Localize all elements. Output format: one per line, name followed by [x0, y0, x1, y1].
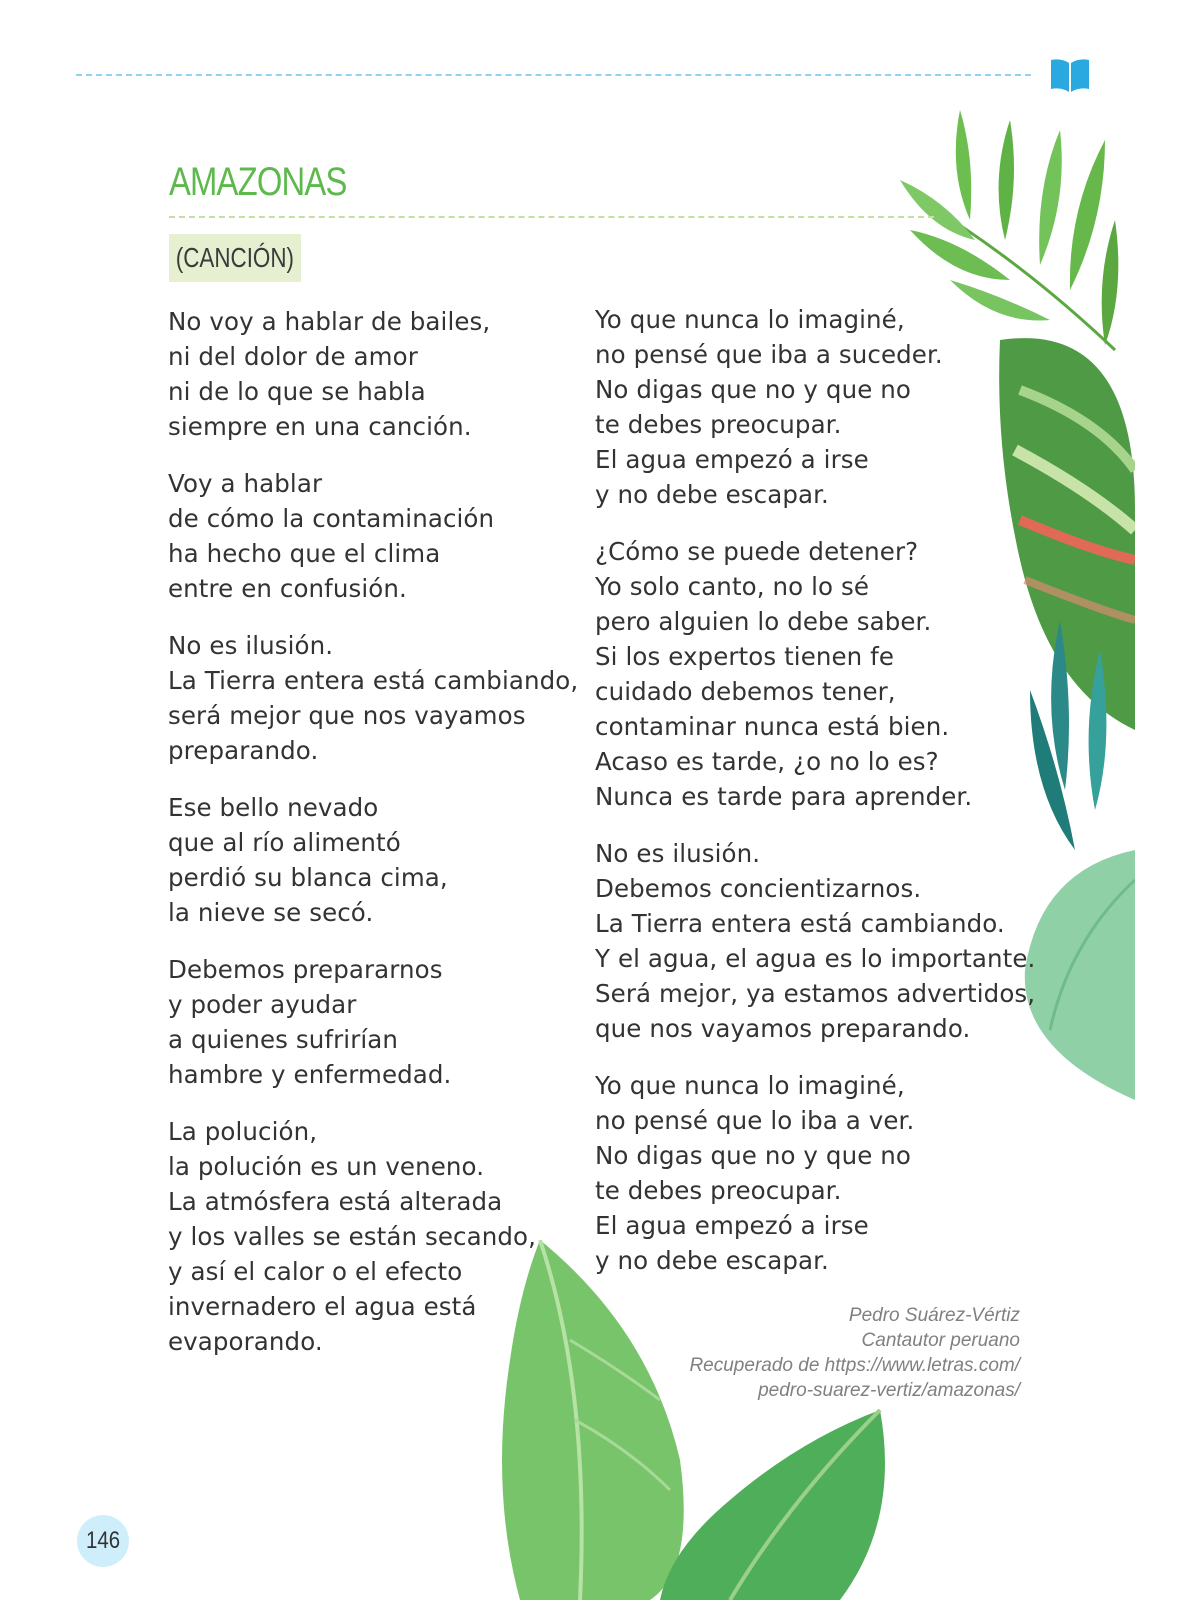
- poem-column-left: [168, 304, 578, 1381]
- page-title: AMAZONAS: [169, 160, 347, 204]
- credit-source-line2: pedro-suarez-vertiz/amazonas/: [758, 1380, 1020, 1401]
- verse-line: y los valles se están secando,: [168, 1222, 536, 1251]
- verse-line: No es ilusión.: [595, 839, 761, 868]
- verse-line: que al río alimentó: [168, 828, 401, 857]
- verse-line: Si los expertos tienen fe: [595, 642, 895, 671]
- stanza: [595, 302, 1035, 512]
- verse-line: Voy a hablar: [168, 469, 323, 498]
- title-dashed-rule: [169, 216, 934, 218]
- page-number: 146: [85, 1527, 121, 1554]
- verse-line: la nieve se secó.: [168, 898, 374, 927]
- verse-line: pero alguien lo debe saber.: [595, 607, 932, 636]
- verse-line: no pensé que iba a suceder.: [595, 340, 943, 369]
- verse-line: de cómo la contaminación: [168, 504, 495, 533]
- verse-line: no pensé que lo iba a ver.: [595, 1106, 915, 1135]
- verse-line: cuidado debemos tener,: [595, 677, 896, 706]
- verse-line: ha hecho que el clima: [168, 539, 441, 568]
- verse-line: que nos vayamos preparando.: [595, 1014, 971, 1043]
- stanza: [168, 790, 578, 930]
- verse-line: ¿Cómo se puede detener?: [595, 537, 919, 566]
- verse-line: Debemos prepararnos: [168, 955, 443, 984]
- verse-line: invernadero el agua está: [168, 1292, 477, 1321]
- verse-line: Nunca es tarde para aprender.: [595, 782, 973, 811]
- verse-line: No voy a hablar de bailes,: [168, 307, 491, 336]
- verse-line: La Tierra entera está cambiando,: [168, 666, 579, 695]
- verse-line: ni del dolor de amor: [168, 342, 418, 371]
- verse-line: Ese bello nevado: [168, 793, 379, 822]
- page-number-badge: [77, 1515, 129, 1567]
- stanza: [168, 304, 578, 444]
- verse-line: evaporando.: [168, 1327, 323, 1356]
- verse-line: entre en confusión.: [168, 574, 407, 603]
- verse-line: y no debe escapar.: [595, 1246, 829, 1275]
- verse-line: a quienes sufrirían: [168, 1025, 399, 1054]
- verse-line: Y el agua, el agua es lo importante.: [595, 944, 1036, 973]
- verse-line: ni de lo que se habla: [168, 377, 426, 406]
- verse-line: La polución,: [168, 1117, 318, 1146]
- credit-role: Cantautor peruano: [861, 1330, 1020, 1351]
- stanza: [595, 836, 1035, 1046]
- poem-column-right: [595, 302, 1035, 1300]
- verse-line: perdió su blanca cima,: [168, 863, 448, 892]
- verse-line: Debemos concientizarnos.: [595, 874, 922, 903]
- open-book-icon: [1049, 56, 1091, 94]
- verse-line: Yo que nunca lo imaginé,: [595, 1071, 905, 1100]
- stanza: [168, 466, 578, 606]
- verse-line: Acaso es tarde, ¿o no lo es?: [595, 747, 939, 776]
- verse-line: preparando.: [168, 736, 319, 765]
- verse-line: Será mejor, ya estamos advertidos,: [595, 979, 1036, 1008]
- subtitle-badge: [169, 234, 301, 282]
- verse-line: contaminar nunca está bien.: [595, 712, 950, 741]
- header-dashed-rule: [76, 74, 1031, 76]
- stanza: [168, 628, 578, 768]
- credit-author: Pedro Suárez-Vértiz: [848, 1305, 1020, 1326]
- verse-line: No es ilusión.: [168, 631, 334, 660]
- stanza: [168, 952, 578, 1092]
- credit-source-line1: Recuperado de https://www.letras.com/: [689, 1355, 1020, 1376]
- verse-line: El agua empezó a irse: [595, 1211, 869, 1240]
- verse-line: No digas que no y que no: [595, 375, 911, 404]
- verse-line: y no debe escapar.: [595, 480, 829, 509]
- verse-line: te debes preocupar.: [595, 410, 842, 439]
- source-credit: [689, 1303, 1020, 1403]
- verse-line: No digas que no y que no: [595, 1141, 911, 1170]
- stanza: [595, 1068, 1035, 1278]
- verse-line: te debes preocupar.: [595, 1176, 842, 1205]
- stanza: [595, 534, 1035, 814]
- verse-line: la polución es un veneno.: [168, 1152, 485, 1181]
- stanza: [168, 1114, 578, 1359]
- verse-line: Yo que nunca lo imaginé,: [595, 305, 905, 334]
- verse-line: y poder ayudar: [168, 990, 357, 1019]
- verse-line: Yo solo canto, no lo sé: [595, 572, 870, 601]
- verse-line: siempre en una canción.: [168, 412, 472, 441]
- subtitle: (CANCIÓN): [175, 242, 295, 273]
- verse-line: La Tierra entera está cambiando.: [595, 909, 1005, 938]
- verse-line: será mejor que nos vayamos: [168, 701, 526, 730]
- verse-line: La atmósfera está alterada: [168, 1187, 503, 1216]
- verse-line: El agua empezó a irse: [595, 445, 869, 474]
- verse-line: y así el calor o el efecto: [168, 1257, 463, 1286]
- verse-line: hambre y enfermedad.: [168, 1060, 452, 1089]
